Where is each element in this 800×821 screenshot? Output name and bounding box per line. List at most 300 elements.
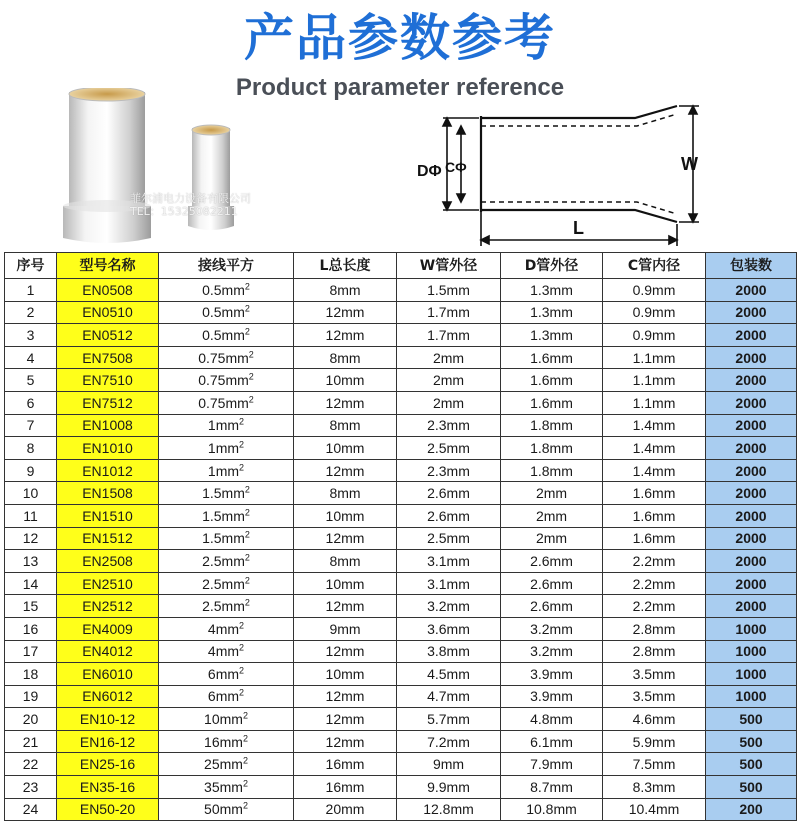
cell-wire-value: 0.75mm [198, 394, 249, 411]
cell-wire-value: 1mm [207, 439, 240, 456]
page-title: 产品参数参考 [244, 9, 556, 67]
cell-index-value: 16 [22, 620, 39, 637]
cell-wire-value: 1.5mm [202, 507, 245, 524]
cell-pack [706, 437, 797, 460]
cell-pack [706, 369, 797, 392]
cell-w-outer-value: 5.7mm [427, 711, 470, 728]
cell-length [294, 391, 397, 414]
cell-c-inner-value: 5.9mm [632, 733, 676, 750]
cell-w-outer-value: 2mm [432, 372, 465, 389]
superscript-2: 2 [248, 371, 254, 382]
cell-w-outer [397, 346, 501, 369]
cell-c-inner [603, 301, 706, 324]
table-row [5, 504, 797, 527]
cell-c-inner [603, 798, 706, 821]
cell-wire [159, 550, 294, 573]
cell-pack-value: 2000 [735, 372, 767, 389]
cell-pack [706, 301, 797, 324]
cell-wire-value: 1.5mm [202, 485, 245, 502]
cell-c-inner [603, 391, 706, 414]
cell-pack-value: 500 [739, 756, 763, 773]
cell-w-outer-value: 9mm [432, 756, 465, 773]
cell-c-inner [603, 482, 706, 505]
cell-c-inner-value: 8.3mm [632, 778, 676, 795]
cell-model-value: EN1010 [82, 439, 133, 456]
cell-model-value: EN50-20 [79, 801, 136, 818]
product-photo [55, 88, 245, 248]
cell-index-value: 18 [22, 665, 39, 682]
cell-d-outer [501, 437, 603, 460]
cell-index [5, 301, 57, 324]
cell-pack-value: 2000 [735, 349, 767, 366]
cell-c-inner [603, 685, 706, 708]
cell-length [294, 324, 397, 347]
cell-index-value: 3 [26, 326, 35, 343]
table-row [5, 550, 797, 573]
cell-pack [706, 527, 797, 550]
cell-length-value: 10mm [325, 507, 365, 524]
cell-length-value: 8mm [329, 485, 361, 502]
cell-index [5, 369, 57, 392]
cell-length [294, 708, 397, 731]
cell-index [5, 437, 57, 460]
cell-w-outer [397, 527, 501, 550]
cell-model [57, 595, 159, 618]
cell-model-value: EN0508 [82, 281, 133, 298]
cell-index [5, 527, 57, 550]
cell-model [57, 324, 159, 347]
cell-wire [159, 595, 294, 618]
cell-pack-value: 2000 [735, 281, 767, 298]
cell-w-outer [397, 324, 501, 347]
cell-pack [706, 550, 797, 573]
cell-d-outer [501, 527, 603, 550]
superscript-2: 2 [244, 303, 250, 314]
cell-length-value: 20mm [325, 801, 365, 818]
cell-length [294, 504, 397, 527]
cell-d-outer [501, 753, 603, 776]
cell-pack [706, 279, 797, 302]
cell-pack-value: 2000 [735, 530, 767, 547]
cell-index-value: 11 [23, 507, 38, 524]
cell-c-inner [603, 437, 706, 460]
cell-pack [706, 798, 797, 821]
cell-index [5, 504, 57, 527]
table-row [5, 595, 797, 618]
cell-model-value: EN4009 [82, 620, 133, 637]
table-row [5, 640, 797, 663]
cell-wire [159, 753, 294, 776]
cell-pack-value: 2000 [735, 485, 767, 502]
cell-length [294, 414, 397, 437]
cell-w-outer-value: 3.8mm [427, 643, 470, 660]
cell-length [294, 437, 397, 460]
cell-length [294, 685, 397, 708]
cell-wire [159, 730, 294, 753]
cell-index-value: 7 [26, 417, 35, 434]
cell-length [294, 730, 397, 753]
cell-pack [706, 730, 797, 753]
cell-index-value: 4 [26, 349, 35, 366]
cell-c-inner [603, 346, 706, 369]
cell-length-value: 12mm [325, 326, 365, 343]
cell-model-value: EN16-12 [79, 733, 136, 750]
cell-w-outer-value: 1.7mm [427, 304, 470, 321]
cell-index [5, 730, 57, 753]
cell-w-outer [397, 708, 501, 731]
cell-pack [706, 753, 797, 776]
cell-model-value: EN2508 [82, 552, 133, 569]
cell-d-outer-value: 1.8mm [530, 417, 573, 434]
cell-d-outer [501, 482, 603, 505]
header-w-outer: W管外径 [397, 253, 501, 279]
cell-wire [159, 617, 294, 640]
superscript-2: 2 [242, 710, 248, 721]
cell-w-outer-value: 1.5mm [427, 281, 470, 298]
cell-index-value: 22 [22, 756, 39, 773]
cell-length [294, 279, 397, 302]
cell-model [57, 279, 159, 302]
cell-w-outer-value: 9.9mm [427, 778, 470, 795]
watermark [130, 192, 251, 218]
superscript-2: 2 [239, 687, 245, 698]
cell-d-outer [501, 369, 603, 392]
cell-d-outer-value: 2.6mm [530, 598, 573, 615]
cell-c-inner-value: 2.2mm [632, 575, 676, 592]
cell-model [57, 663, 159, 686]
cell-wire-value: 6mm [207, 688, 240, 705]
cell-pack [706, 324, 797, 347]
cell-index [5, 640, 57, 663]
cell-c-inner-value: 1.1mm [632, 394, 676, 411]
cell-w-outer-value: 3.2mm [427, 598, 470, 615]
cell-length-value: 10mm [325, 372, 365, 389]
cell-w-outer-value: 3.6mm [427, 620, 470, 637]
table-row [5, 369, 797, 392]
cell-pack-value: 1000 [735, 620, 767, 637]
cell-index-value: 17 [22, 643, 39, 660]
cell-w-outer-value: 12.8mm [423, 801, 474, 818]
cell-d-outer [501, 459, 603, 482]
table-row [5, 685, 797, 708]
cell-d-outer-value: 1.8mm [530, 462, 573, 479]
cell-model-value: EN1508 [82, 485, 133, 502]
cell-w-outer-value: 4.5mm [427, 665, 470, 682]
cell-d-outer [501, 301, 603, 324]
cell-model [57, 798, 159, 821]
cell-w-outer [397, 391, 501, 414]
cell-wire [159, 437, 294, 460]
superscript-2: 2 [244, 597, 250, 608]
table-row [5, 708, 797, 731]
cell-pack-value: 2000 [735, 598, 767, 615]
cell-d-outer-value: 2.6mm [530, 575, 573, 592]
cell-d-outer-value: 2mm [535, 530, 568, 547]
cell-d-outer [501, 730, 603, 753]
cell-length [294, 482, 397, 505]
cell-model [57, 482, 159, 505]
cell-d-outer-value: 3.2mm [530, 643, 573, 660]
cell-d-outer-value: 4.8mm [530, 711, 573, 728]
cell-c-inner-value: 2.8mm [632, 643, 676, 660]
cell-index [5, 776, 57, 799]
cell-length-value: 10mm [325, 575, 365, 592]
cell-wire-value: 4mm [207, 620, 240, 637]
cell-model-value: EN6010 [82, 665, 133, 682]
cell-wire-value: 50mm [204, 801, 243, 818]
cell-length-value: 12mm [325, 304, 365, 321]
cell-index-value: 9 [26, 462, 35, 479]
cell-c-inner [603, 640, 706, 663]
cell-w-outer-value: 3.1mm [427, 575, 470, 592]
cell-c-inner-value: 7.5mm [632, 756, 676, 773]
superscript-2: 2 [244, 507, 250, 518]
cell-c-inner [603, 279, 706, 302]
cell-model [57, 346, 159, 369]
cell-w-outer-value: 2.6mm [427, 507, 470, 524]
cell-w-outer-value: 4.7mm [427, 688, 470, 705]
cell-c-inner [603, 617, 706, 640]
cell-w-outer [397, 437, 501, 460]
cell-model-value: EN7512 [82, 394, 133, 411]
cell-c-inner [603, 708, 706, 731]
cell-index-value: 6 [26, 394, 35, 411]
cell-model [57, 776, 159, 799]
cell-d-outer-value: 1.6mm [530, 349, 573, 366]
superscript-2: 2 [242, 778, 248, 789]
cell-d-outer-value: 3.2mm [530, 620, 573, 637]
cell-c-inner-value: 0.9mm [632, 326, 676, 343]
cell-d-outer-value: 2mm [535, 507, 568, 524]
cell-w-outer-value: 2.6mm [427, 485, 470, 502]
table-row [5, 346, 797, 369]
table-row [5, 391, 797, 414]
cell-wire [159, 504, 294, 527]
cell-index [5, 482, 57, 505]
cell-wire-value: 6mm [207, 665, 240, 682]
label-d: DΦ [417, 163, 442, 180]
label-w: W [681, 154, 698, 174]
table-row [5, 437, 797, 460]
header-index: 序号 [5, 253, 57, 279]
cell-length-value: 8mm [329, 552, 361, 569]
cell-model [57, 730, 159, 753]
table-row [5, 663, 797, 686]
superscript-2: 2 [244, 552, 250, 563]
cell-w-outer [397, 482, 501, 505]
cell-pack [706, 617, 797, 640]
cell-wire-value: 0.5mm [202, 326, 245, 343]
cell-c-inner-value: 1.4mm [632, 439, 676, 456]
cell-pack-value: 1000 [735, 688, 767, 705]
cell-length-value: 8mm [329, 349, 361, 366]
cell-pack-value: 2000 [735, 552, 767, 569]
cell-length-value: 10mm [325, 665, 365, 682]
cell-model-value: EN35-16 [79, 778, 136, 795]
cell-pack-value: 2000 [735, 394, 767, 411]
cell-index-value: 5 [26, 372, 35, 389]
cell-d-outer [501, 391, 603, 414]
cell-c-inner-value: 4.6mm [632, 711, 676, 728]
cell-wire-value: 2.5mm [202, 552, 245, 569]
cell-index-value: 15 [22, 598, 39, 615]
cell-d-outer [501, 346, 603, 369]
cell-c-inner [603, 504, 706, 527]
cell-pack-value: 200 [739, 801, 763, 818]
cell-model-value: EN10-12 [79, 711, 136, 728]
superscript-2: 2 [239, 439, 245, 450]
cell-c-inner [603, 550, 706, 573]
cell-wire-value: 2.5mm [202, 575, 245, 592]
cell-pack [706, 414, 797, 437]
cell-c-inner [603, 663, 706, 686]
cell-model [57, 753, 159, 776]
cell-wire [159, 798, 294, 821]
cell-wire-value: 0.75mm [198, 349, 249, 366]
cell-model-value: EN7510 [82, 372, 133, 389]
table-row [5, 324, 797, 347]
watermark-tel: TEL：15325082211 [130, 205, 238, 218]
cell-length-value: 12mm [325, 394, 365, 411]
cell-d-outer-value: 1.6mm [530, 394, 573, 411]
cell-pack [706, 776, 797, 799]
cell-length [294, 663, 397, 686]
superscript-2: 2 [244, 326, 250, 337]
cell-model [57, 414, 159, 437]
parameter-table [4, 252, 797, 821]
cell-d-outer-value: 1.3mm [530, 326, 573, 343]
cell-c-inner-value: 1.1mm [632, 349, 676, 366]
cell-pack-value: 2000 [735, 326, 767, 343]
cell-wire [159, 572, 294, 595]
superscript-2: 2 [239, 416, 245, 427]
label-l: L [573, 218, 584, 238]
cell-d-outer [501, 798, 603, 821]
cell-index-value: 21 [22, 733, 39, 750]
cell-w-outer [397, 279, 501, 302]
cell-c-inner-value: 2.2mm [632, 598, 676, 615]
cell-index-value: 2 [26, 304, 35, 321]
cell-w-outer-value: 2.3mm [427, 462, 470, 479]
cell-w-outer [397, 572, 501, 595]
cell-d-outer [501, 504, 603, 527]
cell-length-value: 8mm [329, 417, 361, 434]
cell-wire [159, 640, 294, 663]
cell-model-value: EN1510 [82, 507, 133, 524]
cell-length [294, 572, 397, 595]
cell-wire-value: 25mm [204, 756, 243, 773]
cell-d-outer-value: 2.6mm [530, 552, 573, 569]
cell-c-inner-value: 2.8mm [632, 620, 676, 637]
cell-model [57, 301, 159, 324]
cell-index-value: 19 [22, 688, 39, 705]
superscript-2: 2 [242, 755, 248, 766]
cell-index-value: 13 [22, 552, 39, 569]
cell-model [57, 391, 159, 414]
superscript-2: 2 [244, 281, 250, 292]
cell-length [294, 776, 397, 799]
cell-length [294, 595, 397, 618]
cell-wire [159, 346, 294, 369]
cell-w-outer-value: 3.1mm [427, 552, 470, 569]
cell-c-inner [603, 414, 706, 437]
superscript-2: 2 [239, 620, 245, 631]
cell-pack-value: 500 [739, 711, 763, 728]
cell-d-outer [501, 640, 603, 663]
cell-d-outer [501, 550, 603, 573]
cell-model-value: EN1512 [82, 530, 133, 547]
cell-c-inner-value: 1.6mm [632, 507, 676, 524]
cell-w-outer [397, 617, 501, 640]
cell-index-value: 12 [22, 530, 39, 547]
cell-length-value: 12mm [325, 530, 365, 547]
cell-wire [159, 527, 294, 550]
cell-length-value: 12mm [325, 711, 365, 728]
cell-d-outer [501, 279, 603, 302]
cell-length-value: 12mm [325, 733, 365, 750]
cell-d-outer [501, 708, 603, 731]
cell-index [5, 550, 57, 573]
cell-model-value: EN1008 [82, 417, 133, 434]
cell-wire-value: 0.5mm [202, 281, 245, 298]
cell-d-outer-value: 3.9mm [530, 688, 573, 705]
cell-c-inner-value: 2.2mm [632, 552, 676, 569]
cell-c-inner-value: 1.6mm [632, 530, 676, 547]
cell-pack [706, 504, 797, 527]
cell-d-outer-value: 2mm [535, 485, 568, 502]
cell-index-value: 23 [22, 778, 39, 795]
cell-index [5, 663, 57, 686]
cell-model-value: EN6012 [82, 688, 133, 705]
cell-length [294, 798, 397, 821]
cell-index [5, 391, 57, 414]
page-subtitle: Product parameter reference [235, 74, 565, 101]
cell-d-outer [501, 414, 603, 437]
cell-w-outer-value: 1.7mm [427, 326, 470, 343]
header-c-inner: C管内径 [603, 253, 706, 279]
cell-wire-value: 1mm [207, 417, 240, 434]
table-row [5, 776, 797, 799]
cell-c-inner-value: 1.4mm [632, 417, 676, 434]
cell-pack-value: 500 [739, 733, 763, 750]
superscript-2: 2 [244, 484, 250, 495]
cell-w-outer-value: 2.5mm [427, 439, 470, 456]
cell-length [294, 640, 397, 663]
cell-c-inner [603, 324, 706, 347]
cell-model [57, 685, 159, 708]
cell-c-inner-value: 3.5mm [632, 688, 676, 705]
cell-w-outer [397, 504, 501, 527]
cell-wire [159, 369, 294, 392]
cell-wire-value: 0.5mm [202, 304, 245, 321]
cell-w-outer [397, 459, 501, 482]
cell-pack [706, 640, 797, 663]
superscript-2: 2 [242, 733, 248, 744]
cell-w-outer [397, 595, 501, 618]
cell-index [5, 324, 57, 347]
cell-w-outer-value: 7.2mm [427, 733, 470, 750]
cell-pack-value: 2000 [735, 417, 767, 434]
cell-length [294, 369, 397, 392]
cell-index [5, 685, 57, 708]
header-pack: 包装数 [706, 253, 797, 279]
cell-model [57, 640, 159, 663]
cell-wire-value: 0.75mm [198, 372, 249, 389]
header-model: 型号名称 [57, 253, 159, 279]
cell-pack [706, 482, 797, 505]
cell-wire [159, 324, 294, 347]
cell-c-inner-value: 0.9mm [632, 281, 676, 298]
